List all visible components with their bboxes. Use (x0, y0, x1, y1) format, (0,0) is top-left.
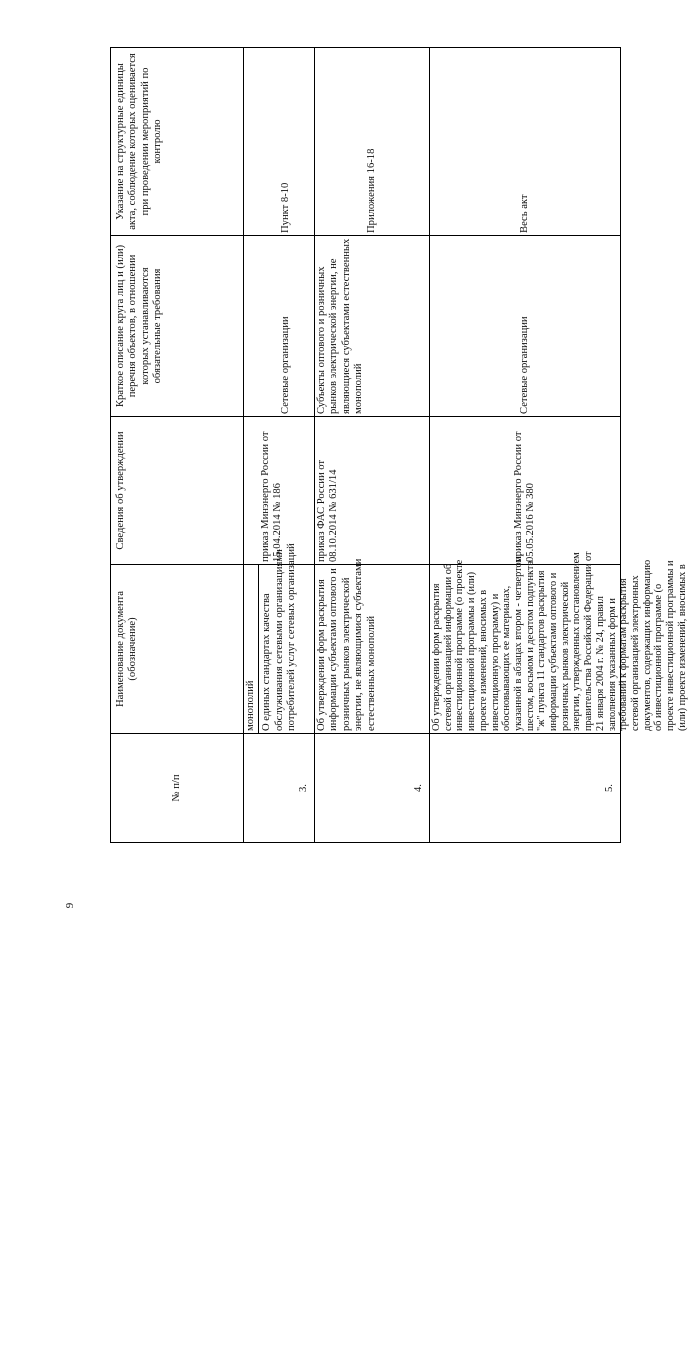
row-5-num: 5. (430, 733, 621, 842)
row-5-name-line: инвестиционную программу) и (489, 593, 501, 731)
page-number: 9 (64, 902, 76, 909)
row-3-units: Пункт 8-10 (244, 47, 315, 235)
row-4-units: Приложения 16-18 (315, 47, 430, 235)
requirements-table (110, 47, 688, 843)
row-5-name-line: сетевой организацией информации об (442, 563, 454, 731)
row-5-name-line: проекте изменений, вносимых в (477, 589, 489, 731)
row-5-approval: приказ Минэнерго России от 05.05.2016 № 380 (430, 416, 621, 564)
row-5-name (430, 551, 688, 733)
row-5-name-line: сетевой организацией электронных (629, 575, 641, 731)
row-5-name-line: розничных рынков электрической (559, 581, 571, 731)
section-label: монополий (244, 565, 259, 733)
row-5-name-line: проекте инвестиционной программы и (665, 560, 677, 731)
header-scope: Краткое описание круга лиц и (или) перечня объектов, в отношении которых устанавливаются обязательные требования (111, 235, 244, 416)
row-5-name-line: об инвестиционной программе (о (653, 583, 665, 731)
row-5-name-line: заполнения указанных форм и (606, 598, 618, 731)
header-name: Наименование документа (обозначение) (111, 564, 244, 733)
row-5-name-line: указанной в абзацах втором - четвертом, (512, 553, 524, 731)
row-4-name-line: розничных рынков электрической (340, 577, 352, 731)
row-4-name-line: естественных монополий (365, 615, 377, 731)
header-units: Указание на структурные единицы акта, соблюдение которых оценивается при проведении мероприятий по контролю (111, 47, 244, 235)
row-5-name-line: энергии, утвержденных постановлением (571, 552, 583, 731)
row-4-num: 4. (315, 733, 430, 842)
row-4-name-line: энергии, не являющимися субъектами (353, 558, 365, 731)
row-4-name (315, 558, 430, 733)
row-5-name-line: инвестиционной программы и (или) (466, 571, 478, 731)
row-3-name-line: О единых стандартах качества (261, 593, 273, 731)
row-5-name-line: правительства Российской Федерации от (583, 551, 595, 731)
row-3-num: 3. (244, 733, 315, 842)
row-3-approval: приказ Минэнерго России от 15.04.2014 № 186 (244, 416, 315, 564)
row-5-name-line: инвестиционной программе (о проекте (454, 559, 466, 731)
header-num: № п/п (111, 733, 244, 842)
row-4-approval: приказ ФАС России от 08.10.2014 № 631/14 (315, 416, 430, 564)
row-3-name-line: обслуживания сетевыми организациями (273, 549, 285, 731)
row-5-name-line: требований к форматам раскрытия (618, 578, 630, 731)
row-4-scope: Субъекты оптового и розничных рынков электрической энергии, не являющиеся субъектами естественных монополий (315, 235, 430, 416)
row-5-scope: Сетевые организации (430, 235, 621, 416)
row-5-name-line: обосновывающих ее материалах, (501, 585, 513, 731)
row-5-name-line: 21 января 2004 г. № 24, правил (594, 596, 606, 731)
row-3-scope: Сетевые организации (244, 235, 315, 416)
row-5-name-line: документов, содержащих информацию (641, 559, 653, 731)
row-5-name-line: (или) проекте изменений, вносимых в (676, 564, 688, 731)
row-5-name-line: шестом, восьмом и десятом подпункта (524, 560, 536, 731)
row-4-name-line: Об утверждении форм раскрытия (316, 579, 327, 731)
row-4-name-line: информации субъектами оптового и (328, 568, 340, 731)
row-5-name-line: "ж" пункта 11 стандартов раскрытия (536, 570, 548, 731)
row-3-name-line: потребителей услуг сетевых организаций (286, 543, 298, 731)
row-3-name (244, 543, 315, 733)
row-5-name-line: информации субъектами оптового и (548, 572, 560, 731)
row-5-units: Весь акт (430, 47, 621, 235)
row-5-name-line: Об утверждении форм раскрытия (431, 583, 442, 731)
header-approval: Сведения об утверждении (111, 416, 244, 564)
